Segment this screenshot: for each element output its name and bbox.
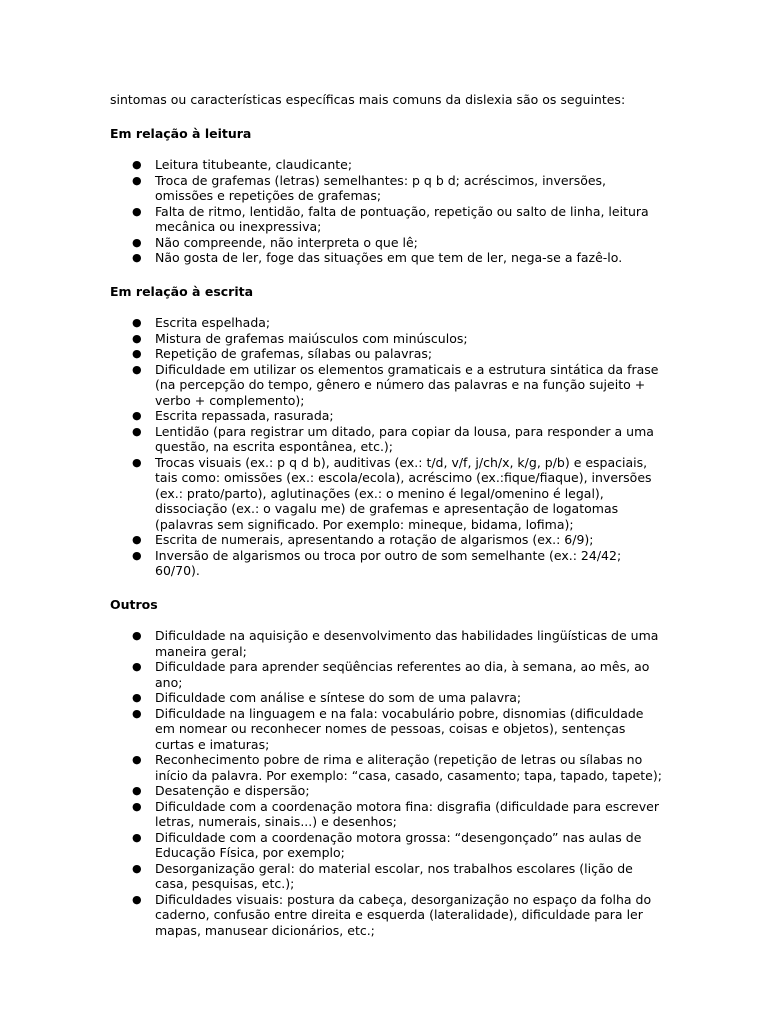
section-outros [110, 597, 662, 939]
list-item-text: Reconhecimento pobre de rima e aliteração (repetição de letras ou sílabas no início da palavra. Por exemplo: “casa, casado, casamento; tapa, tapado, tapete); [155, 752, 662, 783]
list-item-text: Dificuldade com a coordenação motora grossa: “desengonçado” nas aulas de Educação Física, por exemplo; [155, 829, 642, 860]
list-item-text: Lentidão (para registrar um ditado, para copiar da lousa, para responder a uma questão, na escrita espontânea, etc.); [155, 423, 654, 454]
bullet-icon: ● [132, 784, 142, 797]
list-item-text: Leitura titubeante, claudicante; [155, 157, 353, 172]
bullet-icon: ● [132, 235, 142, 249]
list-item [110, 315, 662, 331]
list-item-text: Dificuldade com a coordenação motora fina: disgrafia (dificuldade para escrever letras, numerais, sinais...) e desenhos; [155, 798, 659, 829]
list-item-text: Escrita de numerais, apresentando a rotação de algarismos (ex.: 6/9); [155, 532, 594, 547]
bullet-icon: ● [132, 331, 142, 345]
bullet-icon: ● [132, 204, 142, 218]
list-item-text: Desorganização geral: do material escolar, nos trabalhos escolares (lição de casa, pesquisas, etc.); [155, 860, 633, 891]
list-item-text: Dificuldade em utilizar os elementos gramaticais e a estrutura sintática da frase (na percepção do tempo, gênero e número das palavras e na função sujeito + verbo + complemento); [155, 361, 659, 408]
list-item-text: Dificuldade na linguagem e na fala: vocabulário pobre, disnomias (dificuldade em nomear ou reconhecer nomes de pessoas, coisas e objetos), sentenças curtas e imaturas; [155, 705, 644, 752]
list-item [110, 173, 662, 204]
intro-paragraph: sintomas ou características específicas mais comuns da dislexia são os seguintes: [110, 92, 626, 107]
section-heading: Em relação à leitura [110, 125, 252, 141]
list-item [110, 659, 662, 690]
bullet-icon: ● [132, 409, 142, 422]
list-item [110, 235, 662, 251]
bullet-icon: ● [132, 892, 142, 906]
list-item-text: Dificuldade para aprender seqüências referentes ao dia, à semana, ao mês, ao ano; [155, 659, 650, 690]
bullet-icon: ● [132, 706, 142, 720]
document-page [110, 92, 662, 956]
bullet-list [110, 315, 662, 579]
bullet-icon: ● [132, 424, 142, 438]
list-item-text: Dificuldade na aquisição e desenvolvimento das habilidades lingüísticas de uma maneira geral; [155, 628, 659, 659]
list-item [110, 752, 662, 783]
bullet-icon: ● [132, 362, 142, 376]
list-item [110, 455, 662, 533]
list-item-text: Repetição de grafemas, sílabas ou palavras; [155, 346, 433, 361]
section-heading: Outros [110, 596, 158, 612]
list-item [110, 548, 662, 579]
list-item-text: Dificuldades visuais: postura da cabeça, desorganização no espaço da folha do caderno, confusão entre direita e esquerda (lateralidade), dificuldade para ler mapas, manusear dicionários, etc.; [155, 891, 652, 938]
bullet-icon: ● [132, 455, 142, 469]
list-item [110, 830, 662, 861]
list-item [110, 690, 662, 706]
list-item [110, 424, 662, 455]
bullet-list [110, 628, 662, 938]
bullet-icon: ● [132, 347, 142, 360]
bullet-icon: ● [132, 660, 142, 673]
list-item-text: Troca de grafemas (letras) semelhantes: p q b d; acréscimos, inversões, omissões e repetições de grafemas; [155, 172, 607, 203]
section-heading: Em relação à escrita [110, 283, 254, 299]
list-item [110, 706, 662, 753]
list-item-text: Não compreende, não interpreta o que lê; [155, 234, 418, 250]
list-item [110, 250, 662, 266]
section-leitura [110, 126, 662, 266]
list-item-text: Trocas visuais (ex.: p q d b), auditivas (ex.: t/d, v/f, j/ch/x, k/g, p/b) e espaciais, tais como: omissões (ex.: escola/ecola), acréscimo (ex.:fique/fiaque), inversões (ex.: prato/parto), aglutinações (ex.: o menino é legal/omenino é legal), dissociação (ex.: o vagalu me) de grafemas e apresentação de logatomas (palavras sem significado. Por exemplo: mineque, bidama, lofima); [155, 454, 652, 532]
list-item-text: Escrita repassada, rasurada; [155, 408, 334, 423]
list-item [110, 628, 662, 659]
list-item-text: Desatenção e dispersão; [155, 783, 310, 798]
list-item-text: Mistura de grafemas maiúsculos com minúsculos; [155, 330, 468, 346]
bullet-icon: ● [132, 861, 142, 875]
list-item-text: Falta de ritmo, lentidão, falta de pontuação, repetição ou salto de linha, leitura mecânica ou inexpressiva; [155, 203, 649, 234]
list-item [110, 408, 662, 424]
bullet-icon: ● [132, 316, 142, 329]
bullet-icon: ● [132, 158, 142, 171]
list-item-text: Dificuldade com análise e síntese do som de uma palavra; [155, 690, 522, 705]
section-escrita [110, 284, 662, 579]
list-item [110, 362, 662, 409]
list-item [110, 331, 662, 347]
list-item [110, 861, 662, 892]
list-item [110, 157, 662, 173]
list-item [110, 783, 662, 799]
list-item [110, 346, 662, 362]
list-item [110, 799, 662, 830]
bullet-icon: ● [132, 629, 142, 642]
bullet-icon: ● [132, 691, 142, 704]
bullet-icon: ● [132, 799, 142, 813]
list-item-text: Escrita espelhada; [155, 315, 271, 330]
list-item-text: Não gosta de ler, foge das situações em que tem de ler, nega-se a fazê-lo. [155, 250, 623, 265]
bullet-icon: ● [132, 251, 142, 264]
list-item-text: Inversão de algarismos ou troca por outro de som semelhante (ex.: 24/42; 60/70). [155, 547, 622, 578]
bullet-list [110, 157, 662, 266]
list-item [110, 532, 662, 548]
bullet-icon: ● [132, 173, 142, 187]
bullet-icon: ● [132, 548, 142, 562]
list-item [110, 204, 662, 235]
bullet-icon: ● [132, 753, 142, 766]
list-item [110, 892, 662, 939]
bullet-icon: ● [132, 533, 142, 546]
bullet-icon: ● [132, 830, 142, 844]
